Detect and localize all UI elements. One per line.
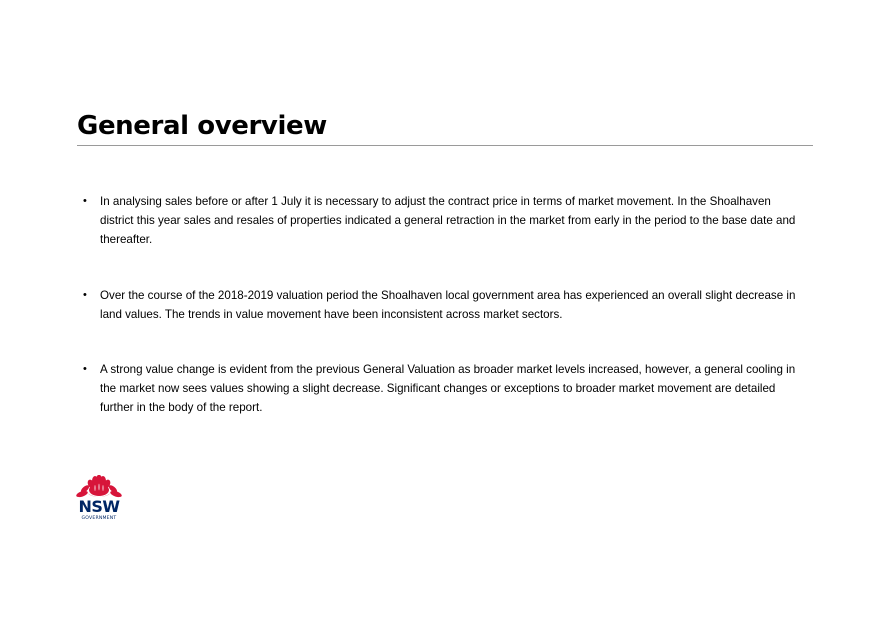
bullet-item-sales-adjustment [77,192,813,249]
bullet-text: In analysing sales before or after 1 July it is necessary to adjust the contract price in terms of market movement. In the Shoalhaven district this year sales and resales of properties indicated a general retraction in the market from early in the period to the base date and thereafter. [100,195,796,246]
bullet-text: A strong value change is evident from the previous General Valuation as broader market levels increased, however, a general cooling in the market now sees values showing a slight decrease. Significant changes or exceptions to broader market movement are detailed further in the body of the report. [100,363,796,414]
logo-wordmark: NSW [78,497,120,516]
bullet-text: Over the course of the 2018-2019 valuation period the Shoalhaven local government area has experienced an overall slight decrease in land values. The trends in value movement have been inconsistent across market sectors. [100,289,796,321]
logo-subtitle: GOVERNMENT [81,516,117,521]
bullet-marker: • [83,289,87,301]
bullet-marker: • [83,195,87,207]
page-title: General overview [77,111,327,141]
bullet-item-value-change [77,360,813,417]
nsw-government-logo [76,475,122,525]
bullet-item-land-value-trend [77,286,813,324]
title-divider [77,145,813,146]
bullet-marker: • [83,363,87,375]
